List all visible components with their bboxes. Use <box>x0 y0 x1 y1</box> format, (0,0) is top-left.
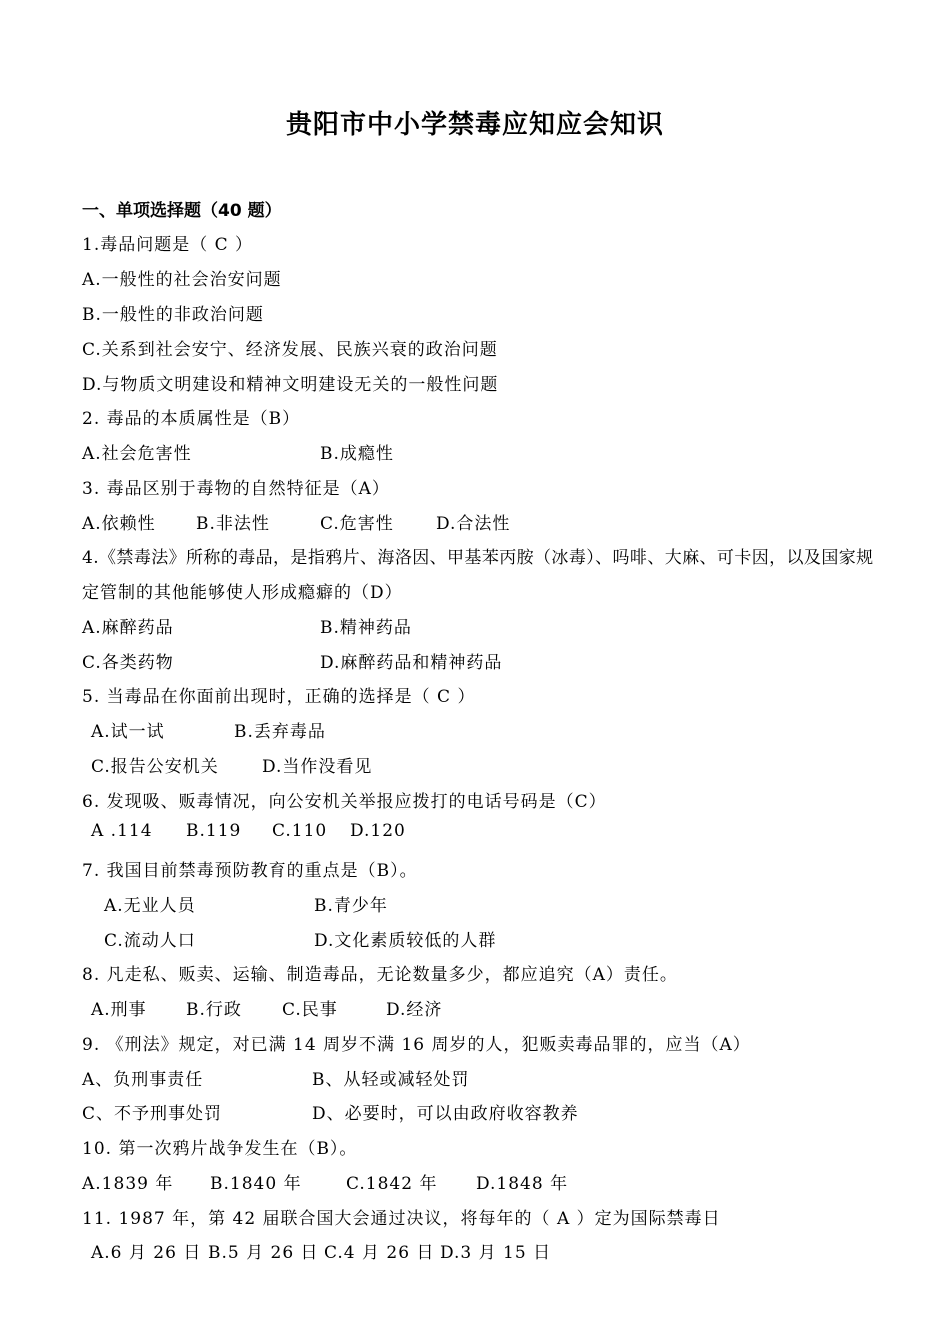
question-9-option-c: C、不予刑事处罚 <box>82 1104 223 1124</box>
question-8-option-c: C.民事 <box>282 1000 338 1020</box>
question-3-option-a: A.依赖性 <box>82 514 156 534</box>
question-3-option-c: C.危害性 <box>320 514 394 534</box>
question-9-option-b: B、从轻或减轻处罚 <box>312 1070 470 1090</box>
question-8-option-d: D.经济 <box>386 1000 443 1020</box>
question-1-stem: 1.毒品问题是（ C ） <box>82 235 254 255</box>
question-7-option-d: D.文化素质较低的人群 <box>314 931 497 951</box>
question-3-option-b: B.非法性 <box>196 514 270 534</box>
question-5-option-c: C.报告公安机关 <box>91 757 219 777</box>
question-5-option-d: D.当作没看见 <box>262 757 373 777</box>
question-4-stem-line-1: 4.《禁毒法》所称的毒品，是指鸦片、海洛因、甲基苯丙胺（冰毒）、吗啡、大麻、可卡因，以及国家规 <box>82 548 874 568</box>
question-6-option-b: B.119 <box>186 821 242 841</box>
question-9-stem: 9. 《刑法》规定，对已满 14 周岁不满 16 周岁的人，犯贩卖毒品罪的，应当（A） <box>82 1035 751 1055</box>
question-4-option-c: C.各类药物 <box>82 653 174 673</box>
question-3-stem: 3. 毒品区别于毒物的自然特征是（A） <box>82 479 390 499</box>
question-11-option-c: C.4 月 26 日 <box>324 1243 435 1263</box>
question-4-option-d: D.麻醉药品和精神药品 <box>320 653 503 673</box>
question-10-stem: 10. 第一次鸦片战争发生在（B）。 <box>82 1139 358 1159</box>
question-10-option-d: D.1848 年 <box>476 1174 569 1194</box>
section-heading: 一、单项选择题（40 题） <box>82 201 282 221</box>
question-6-option-d: D.120 <box>350 821 406 841</box>
question-4-stem-line-2: 定管制的其他能够使人形成瘾癖的（D） <box>82 583 403 603</box>
question-6-option-c: C.110 <box>272 821 328 841</box>
question-9-option-d: D、必要时，可以由政府收容教养 <box>312 1104 579 1124</box>
question-11-option-a: A.6 月 26 日 <box>91 1243 202 1263</box>
question-1-option-a: A.一般性的社会治安问题 <box>82 270 282 290</box>
question-1-option-b: B.一般性的非政治问题 <box>82 305 264 325</box>
question-2-option-b: B.成瘾性 <box>320 444 394 464</box>
question-2-option-a: A.社会危害性 <box>82 444 192 464</box>
question-5-stem: 5. 当毒品在你面前出现时，正确的选择是（ C ） <box>82 687 476 707</box>
question-9-option-a: A、负刑事责任 <box>82 1070 204 1090</box>
question-7-option-b: B.青少年 <box>314 896 388 916</box>
question-10-option-b: B.1840 年 <box>210 1174 302 1194</box>
question-7-stem: 7. 我国目前禁毒预防教育的重点是（B）。 <box>82 861 418 881</box>
question-11-option-d: D.3 月 15 日 <box>440 1243 552 1263</box>
document-title: 贵阳市中小学禁毒应知应会知识 <box>285 110 664 140</box>
question-1-option-d: D.与物质文明建设和精神文明建设无关的一般性问题 <box>82 375 499 395</box>
question-4-option-a: A.麻醉药品 <box>82 618 174 638</box>
question-6-stem: 6. 发现吸、贩毒情况，向公安机关举报应拨打的电话号码是（C） <box>82 792 607 812</box>
question-7-option-c: C.流动人口 <box>104 931 196 951</box>
question-3-option-d: D.合法性 <box>436 514 511 534</box>
question-11-stem: 11. 1987 年，第 42 届联合国大会通过决议，将每年的（ A ）定为国际禁毒日 <box>82 1209 721 1229</box>
question-10-option-c: C.1842 年 <box>346 1174 438 1194</box>
question-4-option-b: B.精神药品 <box>320 618 412 638</box>
question-10-option-a: A.1839 年 <box>82 1174 174 1194</box>
question-5-option-b: B.丢弃毒品 <box>234 722 326 742</box>
question-8-option-b: B.行政 <box>186 1000 242 1020</box>
question-8-stem: 8. 凡走私、贩卖、运输、制造毒品，无论数量多少，都应追究（A）责任。 <box>82 965 678 985</box>
question-2-stem: 2. 毒品的本质属性是（B） <box>82 409 301 429</box>
question-5-option-a: A.试一试 <box>91 722 165 742</box>
question-1-option-c: C.关系到社会安宁、经济发展、民族兴衰的政治问题 <box>82 340 498 360</box>
question-11-option-b: B.5 月 26 日 <box>208 1243 319 1263</box>
question-7-option-a: A.无业人员 <box>104 896 196 916</box>
question-8-option-a: A.刑事 <box>91 1000 147 1020</box>
question-6-option-a: A .114 <box>91 821 153 841</box>
